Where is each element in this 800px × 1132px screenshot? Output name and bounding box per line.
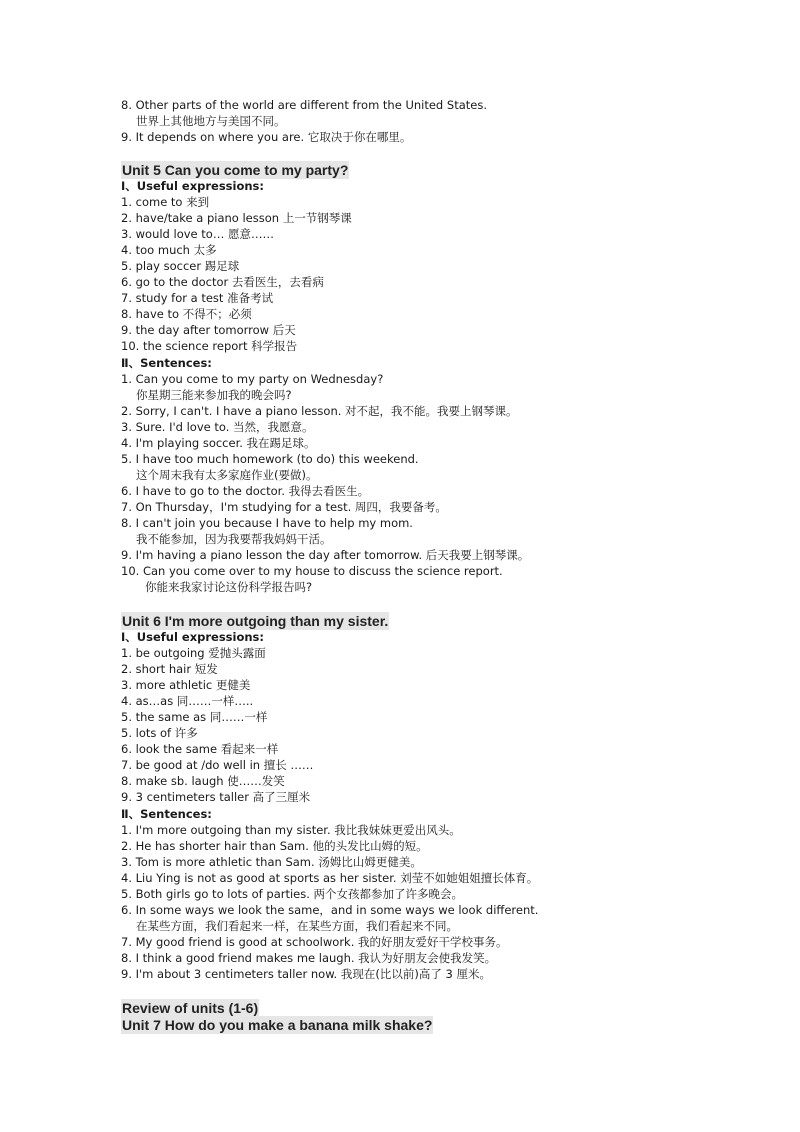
unit5-sentences-heading: Ⅱ、Sentences: xyxy=(121,356,212,370)
unit7-title: Unit 7 How do you make a banana milk shake? xyxy=(122,1017,433,1033)
unit5-sentence-translation: 你能来我家讨论这份科学报告吗? xyxy=(145,580,313,594)
unit6-expression: 6. look the same 看起来一样 xyxy=(121,742,279,756)
unit5-expression: 3. would love to… 愿意…… xyxy=(121,227,274,241)
unit5-sentence: 5. I have too much homework (to do) this weekend. xyxy=(121,452,419,466)
unit6-sentence: 2. He has shorter hair than Sam. 他的头发比山姆的短。 xyxy=(121,839,428,853)
unit6-sentence: 9. I'm about 3 centimeters taller now. 我现在(比以前)高了 3 厘米。 xyxy=(121,967,491,981)
unit6-sentence: 3. Tom is more athletic than Sam. 汤姆比山姆更健美。 xyxy=(121,855,422,869)
unit6-sentence: 4. Liu Ying is not as good at sports as her sister. 刘莹不如她姐姐擅长体育。 xyxy=(121,871,539,885)
unit5-sentence-translation: 这个周末我有太多家庭作业(要做)。 xyxy=(136,468,318,482)
unit5-sentence: 1. Can you come to my party on Wednesday? xyxy=(121,372,384,386)
unit6-expression: 4. as…as 同……一样….. xyxy=(121,694,254,708)
unit6-sentence: 6. In some ways we look the same，and in some ways we look different. xyxy=(121,903,539,917)
unit5-sentence: 4. I'm playing soccer. 我在踢足球。 xyxy=(121,436,316,450)
unit5-sentence: 3. Sure. I'd love to. 当然，我愿意。 xyxy=(121,420,314,434)
unit6-expressions-heading: Ⅰ、Useful expressions: xyxy=(121,630,264,644)
unit6-title: Unit 6 I'm more outgoing than my sister. xyxy=(122,613,389,629)
unit5-expression: 2. have/take a piano lesson 上一节钢琴课 xyxy=(121,211,352,225)
unit5-sentence: 2. Sorry, I can't. I have a piano lesson. 对不起，我不能。我要上钢琴课。 xyxy=(121,404,518,418)
review-title: Review of units (1-6) xyxy=(122,1000,259,1016)
top-sentence-8-translation: 世界上其他地方与美国不同。 xyxy=(136,114,286,128)
unit6-expression: 5. lots of 许多 xyxy=(121,726,198,740)
unit6-sentence-translation: 在某些方面，我们看起来一样，在某些方面，我们看起来不同。 xyxy=(136,919,458,933)
unit5-sentence: 10. Can you come over to my house to discuss the science report. xyxy=(121,564,503,578)
unit5-expression: 4. too much 太多 xyxy=(121,243,217,257)
unit5-expression: 1. come to 来到 xyxy=(121,195,210,209)
unit6-expression: 1. be outgoing 爱抛头露面 xyxy=(121,646,266,660)
unit5-expressions-heading: Ⅰ、Useful expressions: xyxy=(121,179,264,193)
unit5-sentence-translation: 我不能参加，因为我要帮我妈妈干活。 xyxy=(136,532,332,546)
unit5-sentence: 6. I have to go to the doctor. 我得去看医生。 xyxy=(121,484,370,498)
unit5-expression: 6. go to the doctor 去看医生，去看病 xyxy=(121,275,324,289)
unit5-sentence-translation: 你星期三能来参加我的晚会吗? xyxy=(136,388,292,402)
unit6-expression: 5. the same as 同……一样 xyxy=(121,710,268,724)
unit6-expression: 2. short hair 短发 xyxy=(121,662,218,676)
unit5-sentence: 9. I'm having a piano lesson the day after tomorrow. 后天我要上钢琴课。 xyxy=(121,548,530,562)
unit6-expression: 7. be good at /do well in 擅长 …… xyxy=(121,758,314,772)
unit6-sentence: 7. My good friend is good at schoolwork. 我的好朋友爱好干学校事务。 xyxy=(121,935,508,949)
unit6-expression: 8. make sb. laugh 使……发笑 xyxy=(121,774,285,788)
unit6-sentence: 5. Both girls go to lots of parties. 两个女孩都参加了许多晚会。 xyxy=(121,887,464,901)
unit5-expression: 10. the science report 科学报告 xyxy=(121,339,298,353)
unit5-sentence: 8. I can't join you because I have to help my mom. xyxy=(121,516,413,530)
unit6-expression: 3. more athletic 更健美 xyxy=(121,678,251,692)
top-sentence-9: 9. It depends on where you are. 它取决于你在哪里。 xyxy=(121,130,412,144)
unit5-sentence: 7. On Thursday，I'm studying for a test. 周四，我要备考。 xyxy=(121,500,447,514)
unit5-title: Unit 5 Can you come to my party? xyxy=(122,162,349,178)
top-sentence-8: 8. Other parts of the world are different from the United States. xyxy=(121,98,487,112)
unit6-sentence: 1. I'm more outgoing than my sister. 我比我妹妹更爱出风头。 xyxy=(121,823,461,837)
unit6-expression: 9. 3 centimeters taller 高了三厘米 xyxy=(121,790,311,804)
unit5-expression: 8. have to 不得不；必须 xyxy=(121,307,252,321)
unit5-expression: 9. the day after tomorrow 后天 xyxy=(121,323,296,337)
unit6-sentence: 8. I think a good friend makes me laugh. 我认为好朋友会使我发笑。 xyxy=(121,951,497,965)
unit5-expression: 7. study for a test 准备考试 xyxy=(121,291,274,305)
unit6-sentences-heading: Ⅱ、Sentences: xyxy=(121,807,212,821)
unit5-expression: 5. play soccer 踢足球 xyxy=(121,259,240,273)
